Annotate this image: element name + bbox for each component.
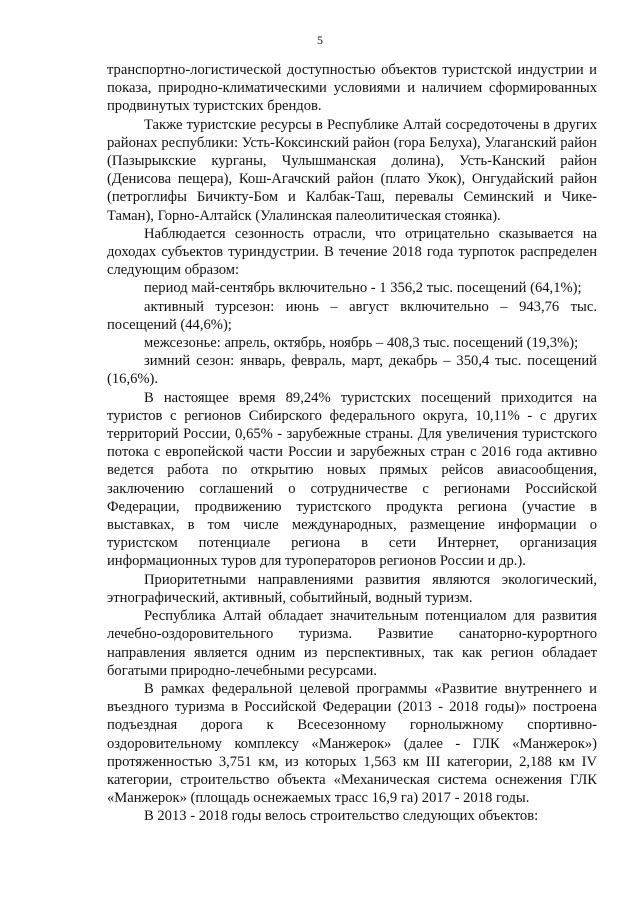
list-item: зимний сезон: январь, февраль, март, декабрь – 350,4 тыс. посещений (16,6%). [107, 353, 597, 388]
paragraph: В 2013 - 2018 годы велось строительство следующих объектов: [144, 808, 539, 825]
list-item: период май-сентябрь включительно - 1 356,2 тыс. посещений (64,1%); [144, 280, 582, 297]
paragraph: Республика Алтай обладает значительным потенциалом для развития лечебно-оздоровительного туризма. Развитие санаторно-курортного направления является одним из перспективных, так как регион обладает богатыми природно-лечебными ресурсами. [107, 608, 597, 679]
paragraph: транспортно-логистической доступностью объектов туристской индустрии и показа, природно-климатическими условиями и наличием сформированных продвинутых туристских брендов. [107, 62, 597, 115]
list-item: активный турсезон: июнь – август включительно – 943,76 тыс. посещений (44,6%); [107, 298, 597, 333]
page-number: 5 [317, 33, 323, 47]
document-body [107, 61, 597, 826]
paragraph: Приоритетными направлениями развития являются экологический, этнографический, активный, событийный, водный туризм. [107, 571, 597, 606]
paragraph: В рамках федеральной целевой программы «Развитие внутреннего и въездного туризма в Российской Федерации (2013 - 2018 годы)» построена подъездная дорога к Всесезонному горнолыжному спортивно-оздоровительному комплексу «Манжерок» (далее - ГЛК «Манжерок») протяженностью 3,751 км, из которых 1,563 км III категории, 2,188 км IV категории, строительство объекта «Механическая система оснежения ГЛК «Манжерок» (площадь оснежаемых трасс 16,9 га) 2017 - 2018 годы. [107, 680, 597, 807]
list-item: межсезонье: апрель, октябрь, ноябрь – 408,3 тыс. посещений (19,3%); [144, 335, 579, 352]
paragraph: Также туристские ресурсы в Республике Алтай сосредоточены в других районах республики: Усть-Коксинский район (гора Белуха), Улаганский район (Пазырыкские курганы, Чулышманская долина), Усть-Канский район (Денисова пещера), Кош-Агачский район (плато Укок), Онгудайский район (петроглифы Бичикту-Бом и Калбак-Таш, перевалы Семинский и Чике-Таман), Горно-Алтайск (Улалинская палеолитическая стоянка). [107, 116, 597, 224]
paragraph: Наблюдается сезонность отрасли, что отрицательно сказывается на доходах субъектов туриндустрии. В течение 2018 года турпоток распределен следующим образом: [107, 225, 597, 279]
paragraph: В настоящее время 89,24% туристских посещений приходится на туристов с регионов Сибирского федерального округа, 10,11% - с других территорий России, 0,65% - зарубежные страны. Для увеличения туристского потока с европейской части России и зарубежных стран с 2016 года активно ведется работа по открытию новых прямых рейсов авиасообщения, заключению соглашений о сотрудничестве с регионами Российской Федерации, продвижению туристского продукта региона (участие в выставках, в том числе международных, размещение информации о туристском потенциале региона в сети Интернет, организация информационных туров для туроператоров регионов России и др.). [107, 389, 597, 570]
